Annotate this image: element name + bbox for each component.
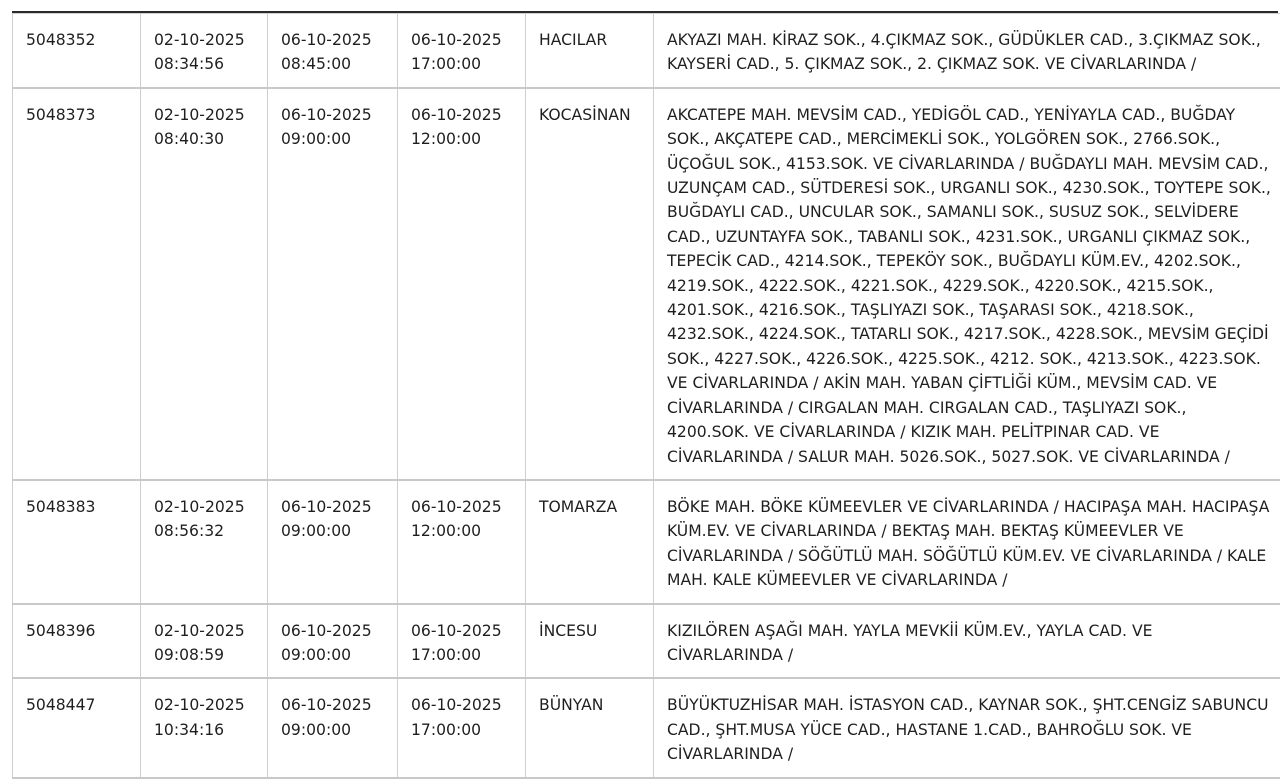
end-time: 17:00:00 bbox=[411, 52, 517, 76]
end-time: 17:00:00 bbox=[411, 643, 517, 667]
end-time: 12:00:00 bbox=[411, 519, 517, 543]
district: HACILAR bbox=[526, 14, 654, 88]
start-datetime bbox=[268, 88, 398, 480]
table-row bbox=[13, 678, 1280, 777]
end-date: 06-10-2025 bbox=[411, 693, 517, 717]
outage-id: 5048447 bbox=[13, 678, 141, 777]
affected-addresses: AKYAZI MAH. KİRAZ SOK., 4.ÇIKMAZ SOK., GÜDÜKLER CAD., 3.ÇIKMAZ SOK., KAYSERİ CAD., 5. ÇIKMAZ SOK., 2. ÇIKMAZ SOK. VE CİVARLARINDA / bbox=[654, 14, 1280, 88]
end-date: 06-10-2025 bbox=[411, 619, 517, 643]
outage-table bbox=[12, 13, 1280, 779]
start-time: 09:00:00 bbox=[281, 519, 389, 543]
outage-id: 5048383 bbox=[13, 480, 141, 604]
affected-addresses: KIZILÖREN AŞAĞI MAH. YAYLA MEVKİİ KÜM.EV., YAYLA CAD. VE CİVARLARINDA / bbox=[654, 604, 1280, 679]
start-datetime bbox=[268, 604, 398, 679]
end-date: 06-10-2025 bbox=[411, 103, 517, 127]
affected-addresses: AKCATEPE MAH. MEVSİM CAD., YEDİGÖL CAD., YENİYAYLA CAD., BUĞDAY SOK., AKÇATEPE CAD., MERCİMEKLİ SOK., YOLGÖREN SOK., 2766.SOK., ÜÇOĞUL SOK., 4153.SOK. VE CİVARLARINDA / BUĞDAYLI MAH. MEVSİM CAD., UZUNÇAM CAD., SÜTDERESİ SOK., URGANLI SOK., 4230.SOK., TOYTEPE SOK., BUĞDAYLI CAD., UNCULAR SOK., SAMANLI SOK., SUSUZ SOK., SELVİDERE CAD., UZUNTAYFA SOK., TABANLI SOK., 4231.SOK., URGANLI ÇIKMAZ SOK., TEPECİK CAD., 4214.SOK., TEPEKÖY SOK., BUĞDAYLI KÜM.EV., 4202.SOK., 4219.SOK., 4222.SOK., 4221.SOK., 4229.SOK., 4220.SOK., 4215.SOK., 4201.SOK., 4216.SOK., TAŞLIYAZI SOK., TAŞARASI SOK., 4218.SOK., 4232.SOK., 4224.SOK., TATARLI SOK., 4217.SOK., 4228.SOK., MEVSİM GEÇİDİ SOK., 4227.SOK., 4226.SOK., 4225.SOK., 4212. SOK., 4213.SOK., 4223.SOK. VE CİVARLARINDA / AKİN MAH. YABAN ÇİFTLİĞİ KÜM., MEVSİM CAD. VE CİVARLARINDA / CIRGALAN MAH. CIRGALAN CAD., TAŞLIYAZI SOK., 4200.SOK. VE CİVARLARINDA / KIZIK MAH. PELİTPINAR CAD. VE CİVARLARINDA / SALUR MAH. 5026.SOK., 5027.SOK. VE CİVARLARINDA / bbox=[654, 88, 1280, 480]
table-row bbox=[13, 604, 1280, 679]
affected-addresses: BÜYÜKTUZHİSAR MAH. İSTASYON CAD., KAYNAR SOK., ŞHT.CENGİZ SABUNCU CAD., ŞHT.MUSA YÜCE CAD., HASTANE 1.CAD., BAHROĞLU SOK. VE CİVARLARINDA / bbox=[654, 678, 1280, 777]
created-datetime bbox=[141, 604, 268, 679]
start-date: 06-10-2025 bbox=[281, 619, 389, 643]
end-datetime bbox=[398, 480, 526, 604]
end-time: 17:00:00 bbox=[411, 718, 517, 742]
created-time: 08:34:56 bbox=[154, 52, 259, 76]
district: TOMARZA bbox=[526, 480, 654, 604]
start-time: 09:00:00 bbox=[281, 643, 389, 667]
district: BÜNYAN bbox=[526, 678, 654, 777]
created-date: 02-10-2025 bbox=[154, 495, 259, 519]
start-time: 08:45:00 bbox=[281, 52, 389, 76]
end-datetime bbox=[398, 88, 526, 480]
created-date: 02-10-2025 bbox=[154, 693, 259, 717]
start-time: 09:00:00 bbox=[281, 718, 389, 742]
start-datetime bbox=[268, 678, 398, 777]
outage-id: 5048373 bbox=[13, 88, 141, 480]
start-datetime bbox=[268, 480, 398, 604]
created-datetime bbox=[141, 88, 268, 480]
created-datetime bbox=[141, 678, 268, 777]
created-datetime bbox=[141, 14, 268, 88]
district: KOCASİNAN bbox=[526, 88, 654, 480]
outage-id: 5048396 bbox=[13, 604, 141, 679]
created-date: 02-10-2025 bbox=[154, 103, 259, 127]
created-time: 08:40:30 bbox=[154, 127, 259, 151]
outage-table-container bbox=[12, 11, 1278, 779]
end-date: 06-10-2025 bbox=[411, 495, 517, 519]
table-row bbox=[13, 480, 1280, 604]
outage-id: 5048352 bbox=[13, 14, 141, 88]
table-row bbox=[13, 88, 1280, 480]
start-date: 06-10-2025 bbox=[281, 495, 389, 519]
start-date: 06-10-2025 bbox=[281, 28, 389, 52]
start-date: 06-10-2025 bbox=[281, 693, 389, 717]
created-time: 09:08:59 bbox=[154, 643, 259, 667]
district: İNCESU bbox=[526, 604, 654, 679]
created-time: 10:34:16 bbox=[154, 718, 259, 742]
end-time: 12:00:00 bbox=[411, 127, 517, 151]
created-time: 08:56:32 bbox=[154, 519, 259, 543]
start-datetime bbox=[268, 14, 398, 88]
created-date: 02-10-2025 bbox=[154, 619, 259, 643]
end-datetime bbox=[398, 604, 526, 679]
affected-addresses: BÖKE MAH. BÖKE KÜMEEVLER VE CİVARLARINDA / HACIPAŞA MAH. HACIPAŞA KÜM.EV. VE CİVARLARINDA / BEKTAŞ MAH. BEKTAŞ KÜMEEVLER VE CİVARLARINDA / SÖĞÜTLÜ MAH. SÖĞÜTLÜ KÜM.EV. VE CİVARLARINDA / KALE MAH. KALE KÜMEEVLER VE CİVARLARINDA / bbox=[654, 480, 1280, 604]
end-datetime bbox=[398, 678, 526, 777]
end-date: 06-10-2025 bbox=[411, 28, 517, 52]
end-datetime bbox=[398, 14, 526, 88]
created-datetime bbox=[141, 480, 268, 604]
table-row bbox=[13, 14, 1280, 88]
start-time: 09:00:00 bbox=[281, 127, 389, 151]
start-date: 06-10-2025 bbox=[281, 103, 389, 127]
created-date: 02-10-2025 bbox=[154, 28, 259, 52]
